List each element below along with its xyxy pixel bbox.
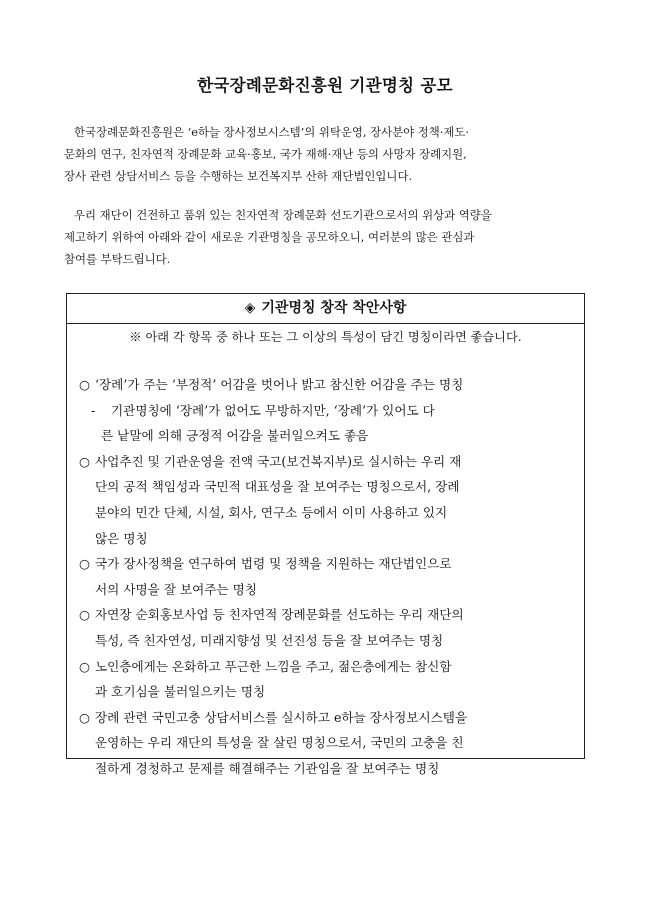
invite-line: 제고하기 위하여 아래와 같이 새로운 기관명칭을 공모하오니, 여러분의 많은 관심과 [64, 230, 475, 244]
item-line: 운영하는 우리 재단의 특성을 잘 살린 명칭으로서, 국민의 고충을 친 [95, 735, 464, 751]
intro-paragraph [64, 121, 588, 187]
intro-line: 한국장례문화진흥원은 ‘e하늘 장사정보시스템’의 위탁운영, 장사분야 정책·제도· [74, 125, 470, 139]
guidelines-note: ※ 아래 각 항목 중 하나 또는 그 이상의 특성이 담긴 명칭이라면 좋습니다. [129, 330, 522, 344]
page-title: 한국장례문화진흥원 기관명칭 공모 [197, 76, 453, 95]
sub-item [79, 398, 576, 449]
circle-bullet-icon: ○ [79, 377, 90, 392]
circle-bullet-icon: ○ [79, 658, 90, 674]
sub-item-line: 기관명칭에 ‘장례’가 없어도 무방하지만, ‘장례’가 있어도 다 [111, 402, 435, 418]
list-item [79, 449, 576, 551]
circle-bullet-icon: ○ [79, 453, 90, 469]
item-line: 않은 명칭 [95, 530, 148, 546]
invite-line: 우리 재단이 건전하고 품위 있는 친자연적 장례문화 선도기관으로서의 위상과 역량을 [74, 208, 492, 222]
item-line: 사업추진 및 기관운영을 전액 국고(보건복지부)로 실시하는 우리 재 [95, 453, 462, 469]
item-line: 분야의 민간 단체, 시설, 회사, 연구소 등에서 이미 사용하고 있지 [95, 504, 448, 520]
diamond-icon: ◈ [244, 300, 256, 316]
invite-line: 참여를 부탁드립니다. [64, 252, 171, 266]
dash-bullet: - [91, 402, 96, 418]
invite-paragraph [64, 204, 588, 270]
guidelines-box [66, 293, 585, 776]
circle-bullet-icon: ○ [79, 709, 90, 725]
item-line: 자연장 순회홍보사업 등 친자연적 장례문화를 선도하는 우리 재단의 [95, 607, 464, 623]
sub-item-line: 른 낱말에 의해 긍정적 어감을 불러일으켜도 좋음 [101, 428, 369, 444]
circle-bullet-icon: ○ [79, 607, 90, 623]
item-line: 노인층에게는 온화하고 푸근한 느낌을 주고, 젊은층에게는 참신함 [95, 658, 452, 674]
item-line: 과 호기심을 불러일으키는 명칭 [95, 684, 266, 700]
list-item [79, 602, 576, 653]
item-line: 단의 공적 책임성과 국민적 대표성을 잘 보여주는 명칭으로서, 장례 [95, 479, 460, 495]
intro-line: 문화의 연구, 친자연적 장례문화 교육·홍보, 국가 재해·재난 등의 사망자 장례지원, [64, 147, 467, 161]
circle-bullet-icon: ○ [79, 556, 90, 572]
list-item [79, 372, 576, 398]
guidelines-header-text: 기관명칭 창작 착안사항 [261, 300, 407, 316]
list-item [79, 654, 576, 705]
intro-line: 장사 관련 상담서비스 등을 수행하는 보건복지부 산하 재단법인입니다. [64, 169, 413, 183]
item-line: 국가 장사정책을 연구하여 법령 및 정책을 지원하는 재단법인으로 [95, 556, 452, 572]
item-line: 서의 사명을 잘 보여주는 명칭 [95, 581, 257, 597]
guidelines-list [79, 372, 576, 782]
guidelines-header [67, 294, 584, 324]
item-line: 특성, 즉 친자연성, 미래지향성 및 선진성 등을 잘 보여주는 명칭 [95, 632, 444, 648]
item-line: ‘장례’가 주는 ‘부정적’ 어감을 벗어나 밝고 참신한 어감을 주는 명칭 [95, 377, 464, 392]
list-item [79, 705, 576, 782]
item-line: 장례 관련 국민고충 상담서비스를 실시하고 e하늘 장사정보시스템을 [95, 709, 468, 725]
list-item [79, 551, 576, 602]
item-line: 절하게 경청하고 문제를 해결해주는 기관임을 잘 보여주는 명칭 [95, 760, 440, 776]
